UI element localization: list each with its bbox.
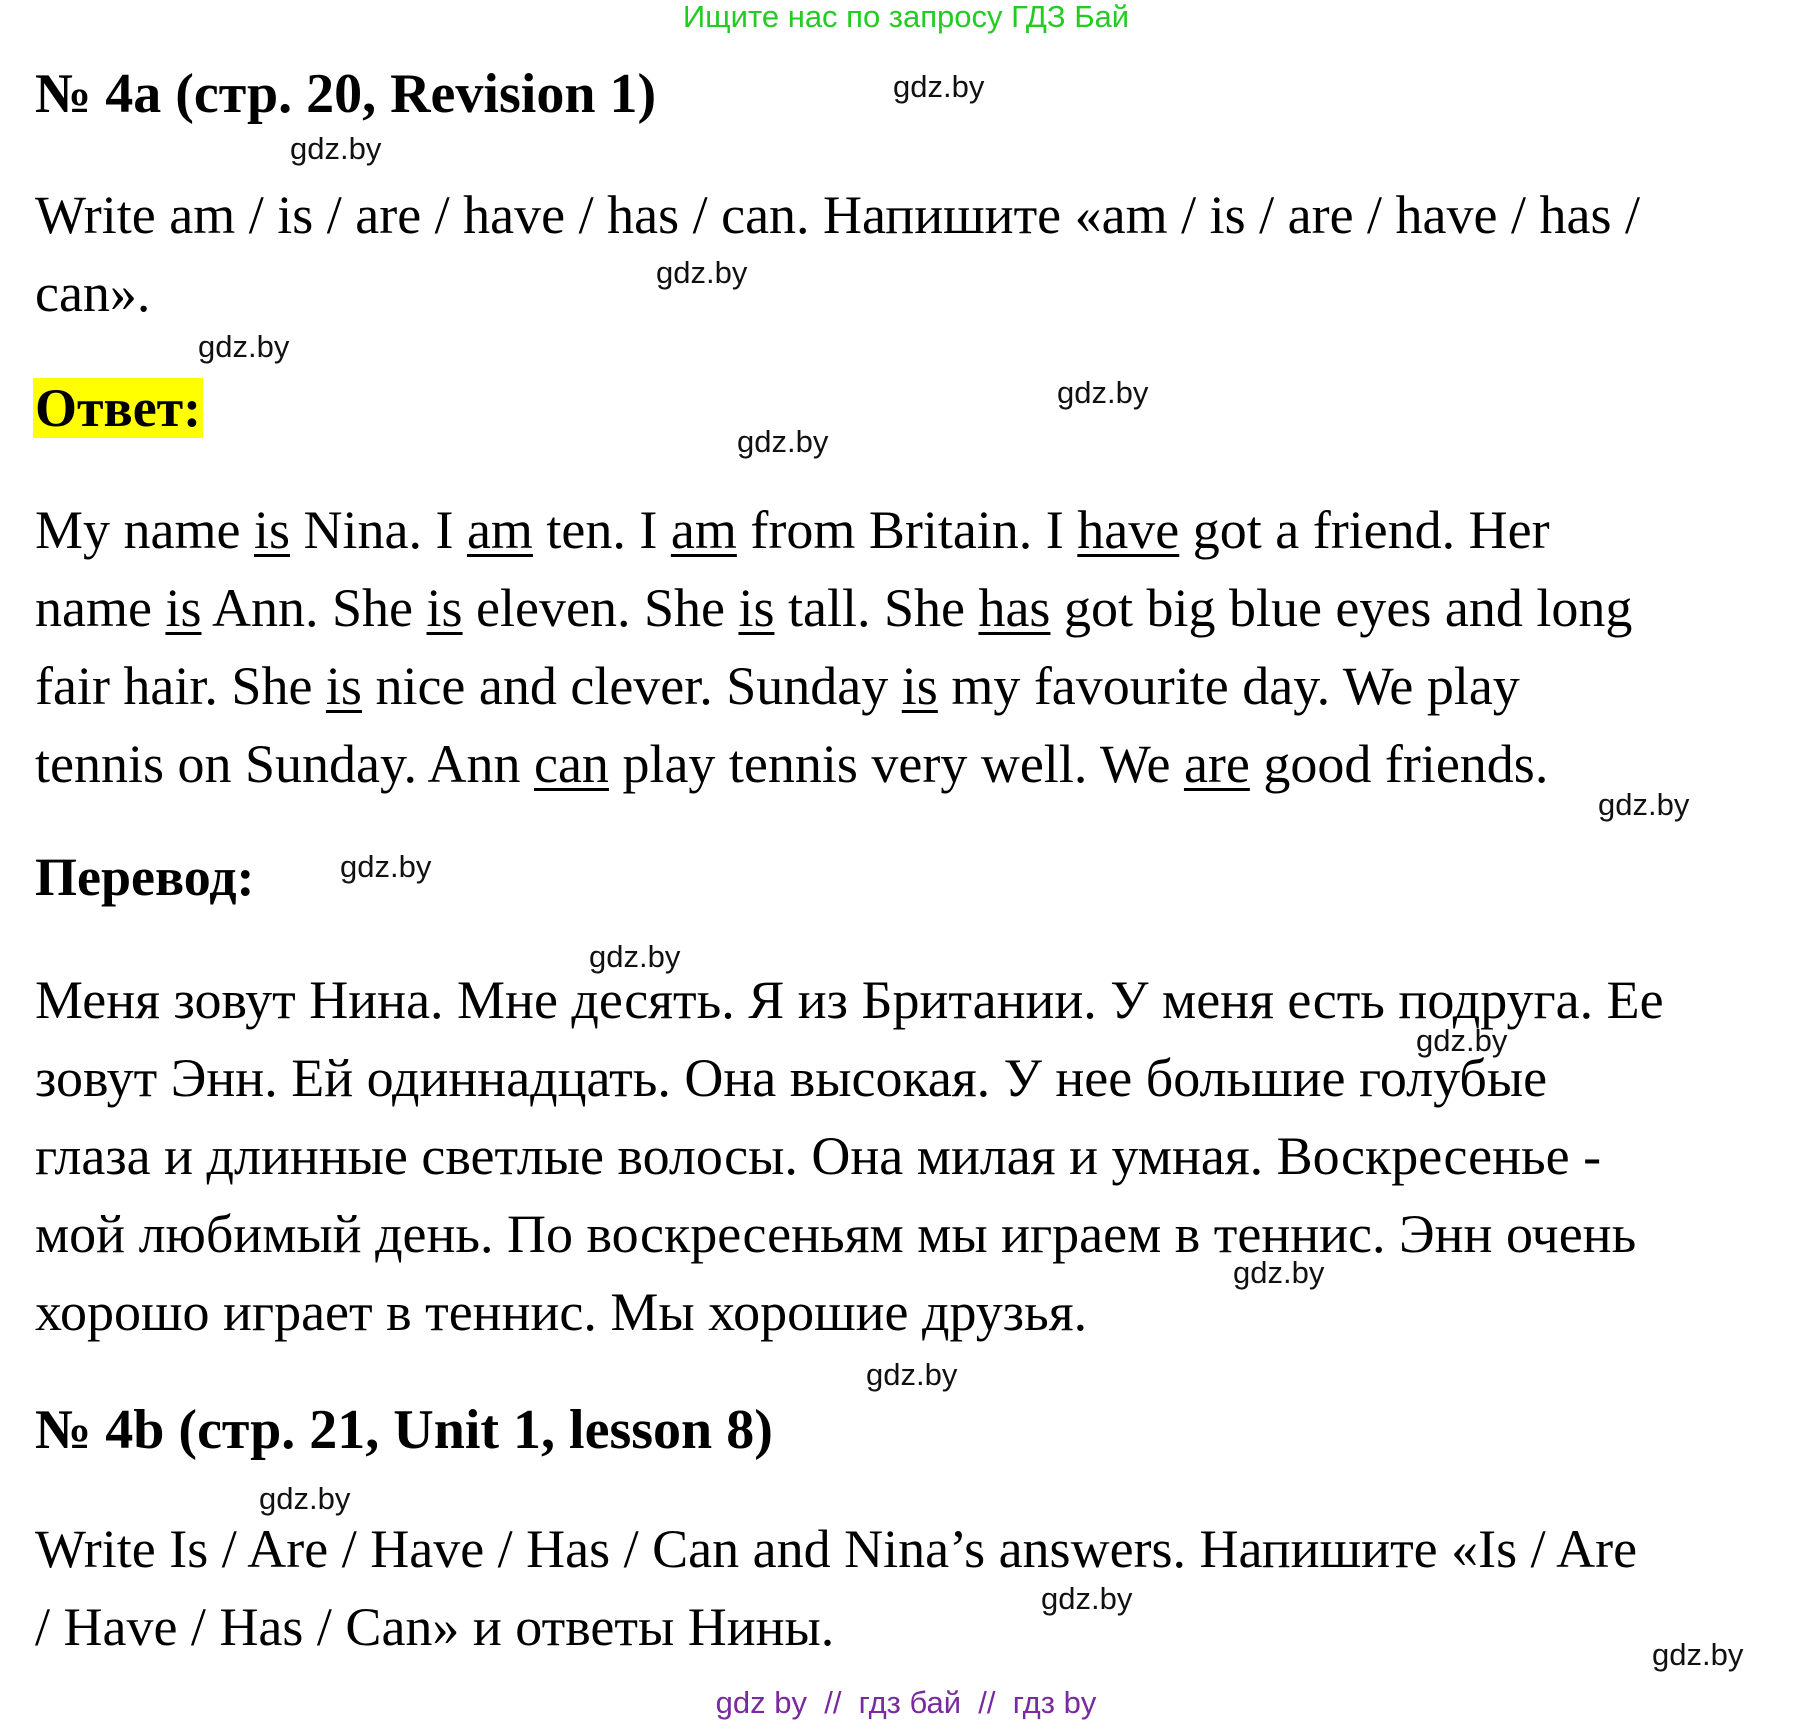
watermark: gdz.by <box>1416 1023 1508 1058</box>
answer-text: Ann. She <box>201 578 427 638</box>
answer-underlined-word: is <box>738 578 775 638</box>
answer-line-4 <box>35 732 1548 796</box>
answer-line-1 <box>35 498 1550 562</box>
answer-label: Ответ: <box>35 378 202 438</box>
watermark: gdz.by <box>737 424 829 459</box>
top-banner: Ищите нас по запросу ГДЗ Бай <box>682 0 1130 34</box>
answer-text: eleven. She <box>462 578 739 638</box>
translation-label: Перевод: <box>35 847 255 907</box>
watermark: gdz.by <box>1041 1581 1133 1616</box>
task-4a-title: № 4a (стр. 20, Revision 1) <box>35 63 657 125</box>
answer-line-3 <box>35 654 1520 718</box>
answer-underlined-word: am <box>670 500 737 560</box>
translation-line-2: зовут Энн. Ей одиннадцать. Она высокая. У нее большие голубые <box>35 1048 1548 1108</box>
answer-text: name <box>35 578 166 638</box>
watermark: gdz.by <box>1598 787 1690 822</box>
watermark: gdz.by <box>1057 375 1149 410</box>
task-4a-instruction-line1: Write am / is / are / have / has / can. Напишите «am / is / are / have / has / <box>35 185 1640 245</box>
translation-line-5: хорошо играет в теннис. Мы хорошие друзья. <box>35 1282 1088 1342</box>
task-4b-instruction-line2: / Have / Has / Can» и ответы Нины. <box>35 1597 835 1657</box>
answer-underlined-word: has <box>978 578 1051 638</box>
translation-line-3: глаза и длинные светлые волосы. Она милая и умная. Воскресенье - <box>35 1126 1602 1186</box>
answer-text: My name <box>35 500 254 560</box>
watermark: gdz.by <box>1233 1255 1325 1290</box>
answer-text: Nina. I <box>289 500 467 560</box>
watermark: gdz.by <box>340 849 432 884</box>
answer-underlined-word: is <box>253 500 290 560</box>
answer-underlined-word: am <box>466 500 533 560</box>
watermark: gdz.by <box>866 1357 958 1392</box>
watermark: gdz.by <box>893 69 985 104</box>
answer-text: my favourite day. We play <box>937 656 1520 716</box>
answer-text: good friends. <box>1249 734 1549 794</box>
answer-text: tennis on Sunday. Ann <box>35 734 534 794</box>
task-4b-instruction-line1: Write Is / Are / Have / Has / Can and Nina’s answers. Напишите «Is / Are <box>35 1519 1638 1579</box>
translation-line-1: Меня зовут Нина. Мне десять. Я из Британии. У меня есть подруга. Ее <box>35 970 1664 1030</box>
watermark: gdz.by <box>290 131 382 166</box>
answer-text: fair hair. She <box>35 656 326 716</box>
answer-text: got a friend. Her <box>1179 500 1550 560</box>
translation-line-4: мой любимый день. По воскресеньям мы играем в теннис. Энн очень <box>35 1204 1637 1264</box>
watermark: gdz.by <box>1652 1637 1744 1672</box>
task-4b-title: № 4b (стр. 21, Unit 1, lesson 8) <box>35 1399 773 1461</box>
answer-text: nice and clever. Sunday <box>361 656 902 716</box>
watermark: gdz.by <box>656 255 748 290</box>
answer-underlined-word: is <box>165 578 202 638</box>
watermark: gdz.by <box>198 329 290 364</box>
answer-text: got big blue eyes and long <box>1050 578 1633 638</box>
answer-text: ten. I <box>532 500 671 560</box>
answer-underlined-word: is <box>426 578 463 638</box>
footer-links: gdz by // гдз бай // гдз by <box>715 1685 1097 1720</box>
answer-underlined-word: are <box>1183 734 1250 794</box>
watermark: gdz.by <box>589 939 681 974</box>
answer-text: from Britain. I <box>736 500 1078 560</box>
answer-underlined-word: can <box>534 734 609 794</box>
answer-line-2 <box>35 576 1632 640</box>
answer-text: play tennis very well. We <box>608 734 1184 794</box>
watermark: gdz.by <box>259 1481 351 1516</box>
answer-underlined-word: is <box>901 656 938 716</box>
answer-underlined-word: is <box>325 656 362 716</box>
answer-underlined-word: have <box>1077 500 1180 560</box>
task-4a-instruction-line2: can». <box>35 263 151 323</box>
answer-text: tall. She <box>774 578 979 638</box>
